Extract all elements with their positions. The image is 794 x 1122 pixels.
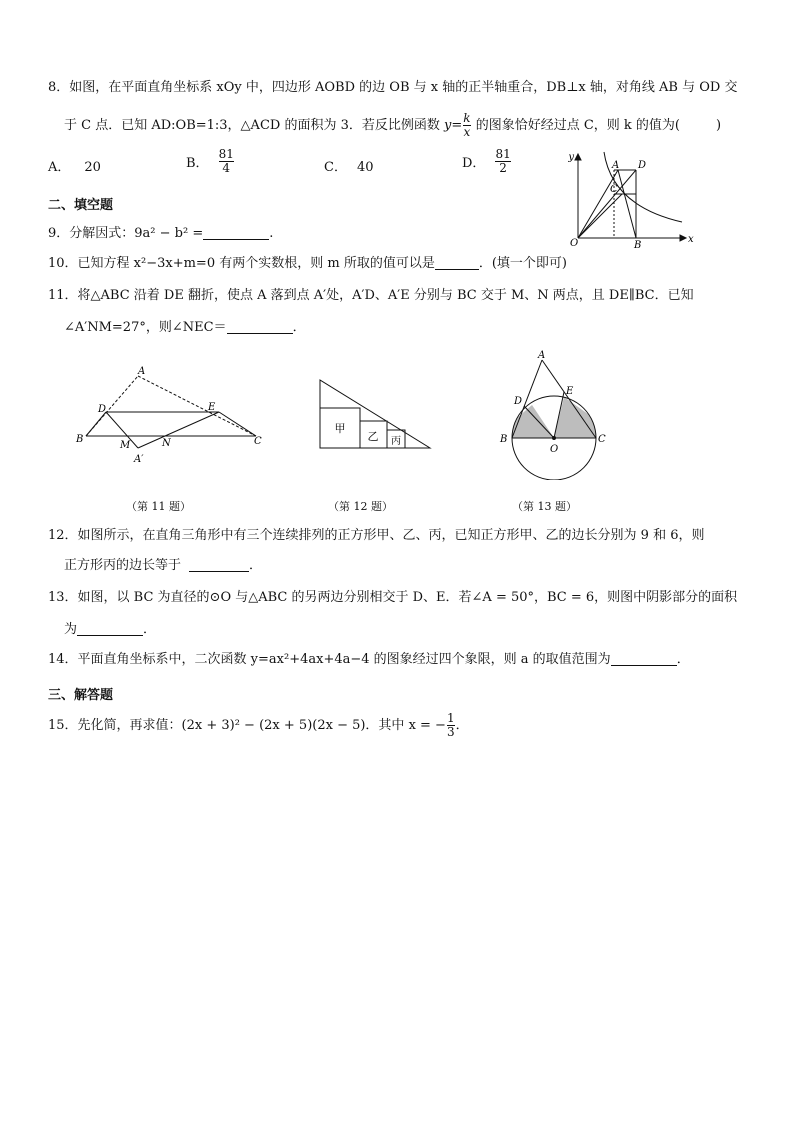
q8-fig-o-label: O [570, 238, 579, 249]
q14-answer-blank[interactable] [611, 651, 677, 666]
q10-answer-blank[interactable] [435, 255, 479, 270]
q11-answer-blank[interactable] [227, 319, 293, 334]
q8-option-d[interactable]: D． $\frac{81}{2}$ [462, 147, 511, 175]
q8-fig-a-label: A [612, 160, 620, 171]
q8-fig-c-label: C [610, 184, 618, 195]
q15: 15．先化简，再求值：(2x + 3)² − (2x + 5)(2x − 5)．其中 x = − $\frac{1}{3}$ ． [48, 711, 469, 739]
q13-line2: 为 ． [64, 622, 157, 637]
fig11-e-label: E [208, 402, 216, 413]
fig13-caption: （第 13 题） [512, 500, 577, 513]
section-3-title: 三、解答题 [48, 688, 114, 703]
q12-line2: 正方形丙的边长等于 ． [64, 558, 263, 573]
q8-line1: 8．如图，在平面直角坐标系 xOy 中，四边形 AOBD 的边 OB 与 x 轴的正半轴重合，DB⊥x 轴，对角线 AB 与 OD 交 [48, 80, 738, 95]
section-2-title: 二、填空题 [48, 198, 114, 213]
q8-fig-y-label: y [568, 152, 574, 163]
q13-figure [498, 348, 610, 480]
q12-figure [316, 376, 436, 452]
q9-answer-blank[interactable] [203, 225, 269, 240]
q8-fig-b-label: B [634, 240, 642, 250]
fig13-c-label: C [598, 434, 606, 445]
q8-figure [562, 146, 696, 250]
q8-fig-x-label: x [688, 234, 694, 245]
q10: 10．已知方程 x²−3x+m=0 有两个实数根，则 m 所取的值可以是 ．(填一个即可) [48, 256, 567, 271]
q8-option-c[interactable]: C． 40 [324, 160, 374, 175]
fig11-a-prime-label: A′ [134, 454, 144, 465]
fig11-d-label: D [98, 404, 107, 415]
fig13-e-label: E [566, 386, 574, 397]
fig11-caption: （第 11 题） [126, 500, 191, 513]
fig12-jia-label: 甲 [334, 422, 346, 435]
fig13-b-label: B [500, 434, 508, 445]
fig11-b-label: B [76, 434, 84, 445]
fig13-d-label: D [514, 396, 523, 407]
fig12-yi-label: 乙 [367, 430, 379, 443]
q15-one-third: $\frac{1}{3}$ [446, 711, 455, 739]
q9: 9．分解因式：9a² − b² = . [48, 226, 274, 241]
q14: 14．平面直角坐标系中，二次函数 y=ax²+4ax+4a−4 的图象经过四个象限，则 a 的取值范围为 ． [48, 652, 690, 667]
fig11-m-label: M [120, 440, 131, 451]
fig12-caption: （第 12 题） [328, 500, 393, 513]
q11-figure [74, 362, 274, 466]
fig13-a-label: A [538, 350, 546, 361]
q11-line1: 11．将△ABC 沿着 DE 翻折，使点 A 落到点 A′处，A′D、A′E 分别与 BC 交于 M、N 两点，且 DE∥BC．已知 [48, 288, 694, 303]
fig11-n-label: N [162, 438, 171, 449]
q11-line2: ∠A′NM=27°，则∠NEC＝ ． [64, 320, 306, 335]
q13-line1: 13．如图，以 BC 为直径的⊙O 与△ABC 的另两边分别相交于 D、E．若∠A = 50°，BC = 6，则图中阴影部分的面积 [48, 590, 738, 605]
q8-option-a[interactable]: A． 20 [48, 160, 101, 175]
fig12-bing-label: 丙 [391, 436, 401, 447]
q8-k-over-x: $\frac{k}{x}$ [463, 111, 471, 139]
q8-option-b[interactable]: B． $\frac{81}{4}$ [186, 147, 234, 175]
fig11-a-label: A [138, 366, 146, 377]
q12-answer-blank[interactable] [189, 557, 249, 572]
q13-answer-blank[interactable] [77, 621, 143, 636]
q8-fig-d-label: D [638, 160, 647, 171]
q12-line1: 12．如图所示，在直角三角形中有三个连续排列的正方形甲、乙、丙，已知正方形甲、乙的边长分别为 9 和 6，则 [48, 528, 705, 543]
fig13-o-label: O [550, 444, 559, 455]
q8-line2: 于 C 点．已知 AD:OB=1:3，△ACD 的面积为 3．若反比例函数 y= $\frac{k}{x}$ 的图象恰好经过点 C，则 k 的值为( ) [64, 111, 722, 139]
fig11-c-label: C [254, 436, 262, 447]
